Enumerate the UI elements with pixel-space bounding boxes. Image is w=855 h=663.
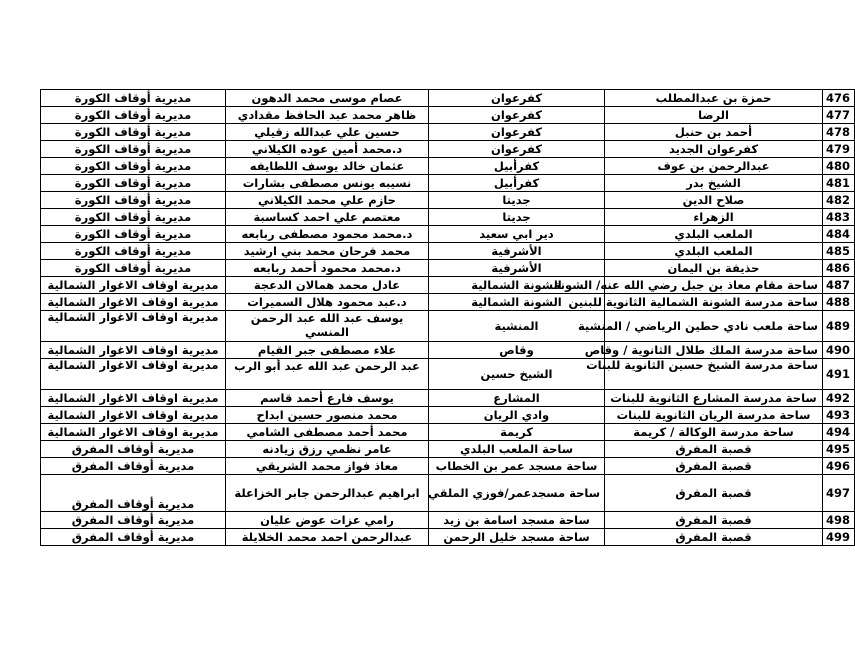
directorate-name: مديرية اوقاف الاغوار الشمالية bbox=[41, 407, 226, 424]
area-name: وقاص bbox=[429, 342, 605, 359]
directorate-name: مديرية أوقاف المفرق bbox=[41, 475, 226, 512]
directorate-name: مديرية اوقاف الاغوار الشمالية bbox=[41, 342, 226, 359]
area-name: ساحة مسجد خليل الرحمن bbox=[429, 529, 605, 546]
table-row bbox=[41, 441, 855, 458]
row-number: 490 bbox=[823, 342, 855, 359]
site-name: الزهراء bbox=[605, 209, 823, 226]
row-number: 491 bbox=[823, 359, 855, 390]
table-row bbox=[41, 311, 855, 342]
directorate-name: مديرية أوقاف المفرق bbox=[41, 529, 226, 546]
table-row bbox=[41, 192, 855, 209]
row-number: 495 bbox=[823, 441, 855, 458]
directorate-name: مديرية أوقاف الكورة bbox=[41, 192, 226, 209]
imam-name: رامي عزات عوض عليان bbox=[226, 512, 429, 529]
area-name: جديتا bbox=[429, 209, 605, 226]
imam-name: يوسف فارع أحمد قاسم bbox=[226, 390, 429, 407]
imam-name: محمد فرحان محمد بني ارشيد bbox=[226, 243, 429, 260]
area-name: كفرأبيل bbox=[429, 158, 605, 175]
area-name: الأشرفية bbox=[429, 260, 605, 277]
area-name: كفرعوان bbox=[429, 107, 605, 124]
directorate-name: مديرية اوقاف الاغوار الشمالية bbox=[41, 277, 226, 294]
table-row bbox=[41, 90, 855, 107]
row-number: 476 bbox=[823, 90, 855, 107]
imam-name: ابراهيم عبدالرحمن جابر الخزاعلة bbox=[226, 475, 429, 512]
table-row bbox=[41, 475, 855, 512]
site-name: قصبة المفرق bbox=[605, 512, 823, 529]
table-row bbox=[41, 107, 855, 124]
area-name: الشونة الشمالية bbox=[429, 277, 605, 294]
row-number: 496 bbox=[823, 458, 855, 475]
table-row bbox=[41, 294, 855, 311]
imam-name: عادل محمد همالان الدعجة bbox=[226, 277, 429, 294]
directorate-name: مديرية أوقاف الكورة bbox=[41, 107, 226, 124]
imam-name: د.عبد محمود هلال السميرات bbox=[226, 294, 429, 311]
site-name: الملعب البلدي bbox=[605, 243, 823, 260]
table-row bbox=[41, 209, 855, 226]
directorate-name: مديرية اوقاف الاغوار الشمالية bbox=[41, 311, 226, 342]
imam-name: حازم علي محمد الكيلاني bbox=[226, 192, 429, 209]
site-name: ساحة مدرسة الملك طلال الثانوية / وقاص bbox=[605, 342, 823, 359]
site-name: حذيفة بن اليمان bbox=[605, 260, 823, 277]
area-name: كفرعوان bbox=[429, 124, 605, 141]
site-name: ساحة مدرسة الريان الثانوية للبنات bbox=[605, 407, 823, 424]
site-name: قصبة المفرق bbox=[605, 441, 823, 458]
prayer-sites-table bbox=[40, 89, 855, 546]
area-name: المشارع bbox=[429, 390, 605, 407]
row-number: 478 bbox=[823, 124, 855, 141]
area-name: جديتا bbox=[429, 192, 605, 209]
table-row bbox=[41, 124, 855, 141]
site-name: كفرعوان الجديد bbox=[605, 141, 823, 158]
directorate-name: مديرية أوقاف المفرق bbox=[41, 458, 226, 475]
table-row bbox=[41, 359, 855, 390]
area-name: كفرعوان bbox=[429, 141, 605, 158]
table-row bbox=[41, 512, 855, 529]
directorate-name: مديرية أوقاف الكورة bbox=[41, 243, 226, 260]
directorate-name: مديرية أوقاف الكورة bbox=[41, 141, 226, 158]
area-name: ساحة مسجد عمر بن الخطاب bbox=[429, 458, 605, 475]
site-name: حمزة بن عبدالمطلب bbox=[605, 90, 823, 107]
site-name: ساحة مدرسة الشونة الشمالية الثانوية للبنين bbox=[605, 294, 823, 311]
area-name: الشونة الشمالية bbox=[429, 294, 605, 311]
row-number: 485 bbox=[823, 243, 855, 260]
imam-name: حسين علي عبدالله زقيلي bbox=[226, 124, 429, 141]
directorate-name: مديرية اوقاف الاغوار الشمالية bbox=[41, 424, 226, 441]
row-number: 489 bbox=[823, 311, 855, 342]
row-number: 488 bbox=[823, 294, 855, 311]
site-name: قصبة المفرق bbox=[605, 475, 823, 512]
row-number: 479 bbox=[823, 141, 855, 158]
site-name: أحمد بن حنبل bbox=[605, 124, 823, 141]
table-row bbox=[41, 424, 855, 441]
row-number: 497 bbox=[823, 475, 855, 512]
area-name: المنشية bbox=[429, 311, 605, 342]
row-number: 484 bbox=[823, 226, 855, 243]
imam-name: محمد أحمد مصطفى الشامي bbox=[226, 424, 429, 441]
row-number: 481 bbox=[823, 175, 855, 192]
site-name: الملعب البلدي bbox=[605, 226, 823, 243]
imam-name: محمد منصور حسين ابداح bbox=[226, 407, 429, 424]
directorate-name: مديرية اوقاف الاغوار الشمالية bbox=[41, 294, 226, 311]
imam-name: د.محمد محمود مصطفى ربابعه bbox=[226, 226, 429, 243]
table-body bbox=[41, 90, 855, 546]
row-number: 477 bbox=[823, 107, 855, 124]
row-number: 483 bbox=[823, 209, 855, 226]
row-number: 487 bbox=[823, 277, 855, 294]
directorate-name: مديرية اوقاف الاغوار الشمالية bbox=[41, 359, 226, 390]
site-name: ساحة مدرسة المشارع الثانوية للبنات bbox=[605, 390, 823, 407]
table-row bbox=[41, 243, 855, 260]
table-row bbox=[41, 141, 855, 158]
site-name: ساحة مدرسة الوكالة / كريمة bbox=[605, 424, 823, 441]
table-row bbox=[41, 407, 855, 424]
site-name: ساحة مدرسة الشيخ حسين الثانوية للبنات bbox=[605, 359, 823, 390]
area-name: ساحة مسجدعمر/فوزي الملقي bbox=[429, 475, 605, 512]
imam-name: معتصم علي احمد كساسبة bbox=[226, 209, 429, 226]
table-row bbox=[41, 390, 855, 407]
imam-name: عبدالرحمن احمد محمد الخلايلة bbox=[226, 529, 429, 546]
table-row bbox=[41, 458, 855, 475]
area-name: كفرأبيل bbox=[429, 175, 605, 192]
row-number: 480 bbox=[823, 158, 855, 175]
area-name: وادي الريان bbox=[429, 407, 605, 424]
imam-name: عبد الرحمن عبد الله عبد أبو الرب bbox=[226, 359, 429, 390]
imam-name: ظاهر محمد عبد الحافظ مقدادي bbox=[226, 107, 429, 124]
directorate-name: مديرية أوقاف المفرق bbox=[41, 512, 226, 529]
table-row bbox=[41, 260, 855, 277]
area-name: كفرعوان bbox=[429, 90, 605, 107]
table-row bbox=[41, 529, 855, 546]
imam-name: نسيبه يونس مصطفى بشارات bbox=[226, 175, 429, 192]
area-name: كريمة bbox=[429, 424, 605, 441]
imam-name: يوسف عبد الله عبد الرحمن المنسي bbox=[226, 311, 429, 342]
site-name: قصبة المفرق bbox=[605, 458, 823, 475]
area-name: ساحة مسجد اسامة بن زيد bbox=[429, 512, 605, 529]
table-row bbox=[41, 277, 855, 294]
site-name: الشيخ بدر bbox=[605, 175, 823, 192]
table-row bbox=[41, 175, 855, 192]
row-number: 499 bbox=[823, 529, 855, 546]
imam-name: د.محمد أمين عوده الكيلاني bbox=[226, 141, 429, 158]
directorate-name: مديرية أوقاف الكورة bbox=[41, 124, 226, 141]
row-number: 482 bbox=[823, 192, 855, 209]
row-number: 498 bbox=[823, 512, 855, 529]
imam-name: عصام موسى محمد الدهون bbox=[226, 90, 429, 107]
imam-name: عامر نظمي رزق زيادنه bbox=[226, 441, 429, 458]
area-name: الشيخ حسين bbox=[429, 359, 605, 390]
directorate-name: مديرية أوقاف الكورة bbox=[41, 226, 226, 243]
directorate-name: مديرية أوقاف الكورة bbox=[41, 260, 226, 277]
imam-name: د.محمد محمود أحمد ربابعه bbox=[226, 260, 429, 277]
table-row bbox=[41, 158, 855, 175]
row-number: 486 bbox=[823, 260, 855, 277]
area-name: الأشرفية bbox=[429, 243, 605, 260]
area-name: دير ابي سعيد bbox=[429, 226, 605, 243]
directorate-name: مديرية اوقاف الاغوار الشمالية bbox=[41, 390, 226, 407]
site-name: ساحة مقام معاذ بن جبل رضي الله عنه/ الشونة bbox=[605, 277, 823, 294]
row-number: 494 bbox=[823, 424, 855, 441]
directorate-name: مديرية أوقاف الكورة bbox=[41, 175, 226, 192]
site-name: ساحة ملعب نادي حطين الرياضي / المنشية bbox=[605, 311, 823, 342]
imam-name: معاذ فواز محمد الشريقي bbox=[226, 458, 429, 475]
table-row bbox=[41, 226, 855, 243]
row-number: 492 bbox=[823, 390, 855, 407]
directorate-name: مديرية أوقاف الكورة bbox=[41, 90, 226, 107]
area-name: ساحة الملعب البلدي bbox=[429, 441, 605, 458]
row-number: 493 bbox=[823, 407, 855, 424]
site-name: صلاح الدين bbox=[605, 192, 823, 209]
table-row bbox=[41, 342, 855, 359]
directorate-name: مديرية أوقاف الكورة bbox=[41, 209, 226, 226]
site-name: الرضا bbox=[605, 107, 823, 124]
imam-name: عثمان خالد يوسف اللطايفه bbox=[226, 158, 429, 175]
directorate-name: مديرية أوقاف المفرق bbox=[41, 441, 226, 458]
site-name: قصبة المفرق bbox=[605, 529, 823, 546]
site-name: عبدالرحمن بن عوف bbox=[605, 158, 823, 175]
imam-name: علاء مصطفى جبر القيام bbox=[226, 342, 429, 359]
directorate-name: مديرية أوقاف الكورة bbox=[41, 158, 226, 175]
